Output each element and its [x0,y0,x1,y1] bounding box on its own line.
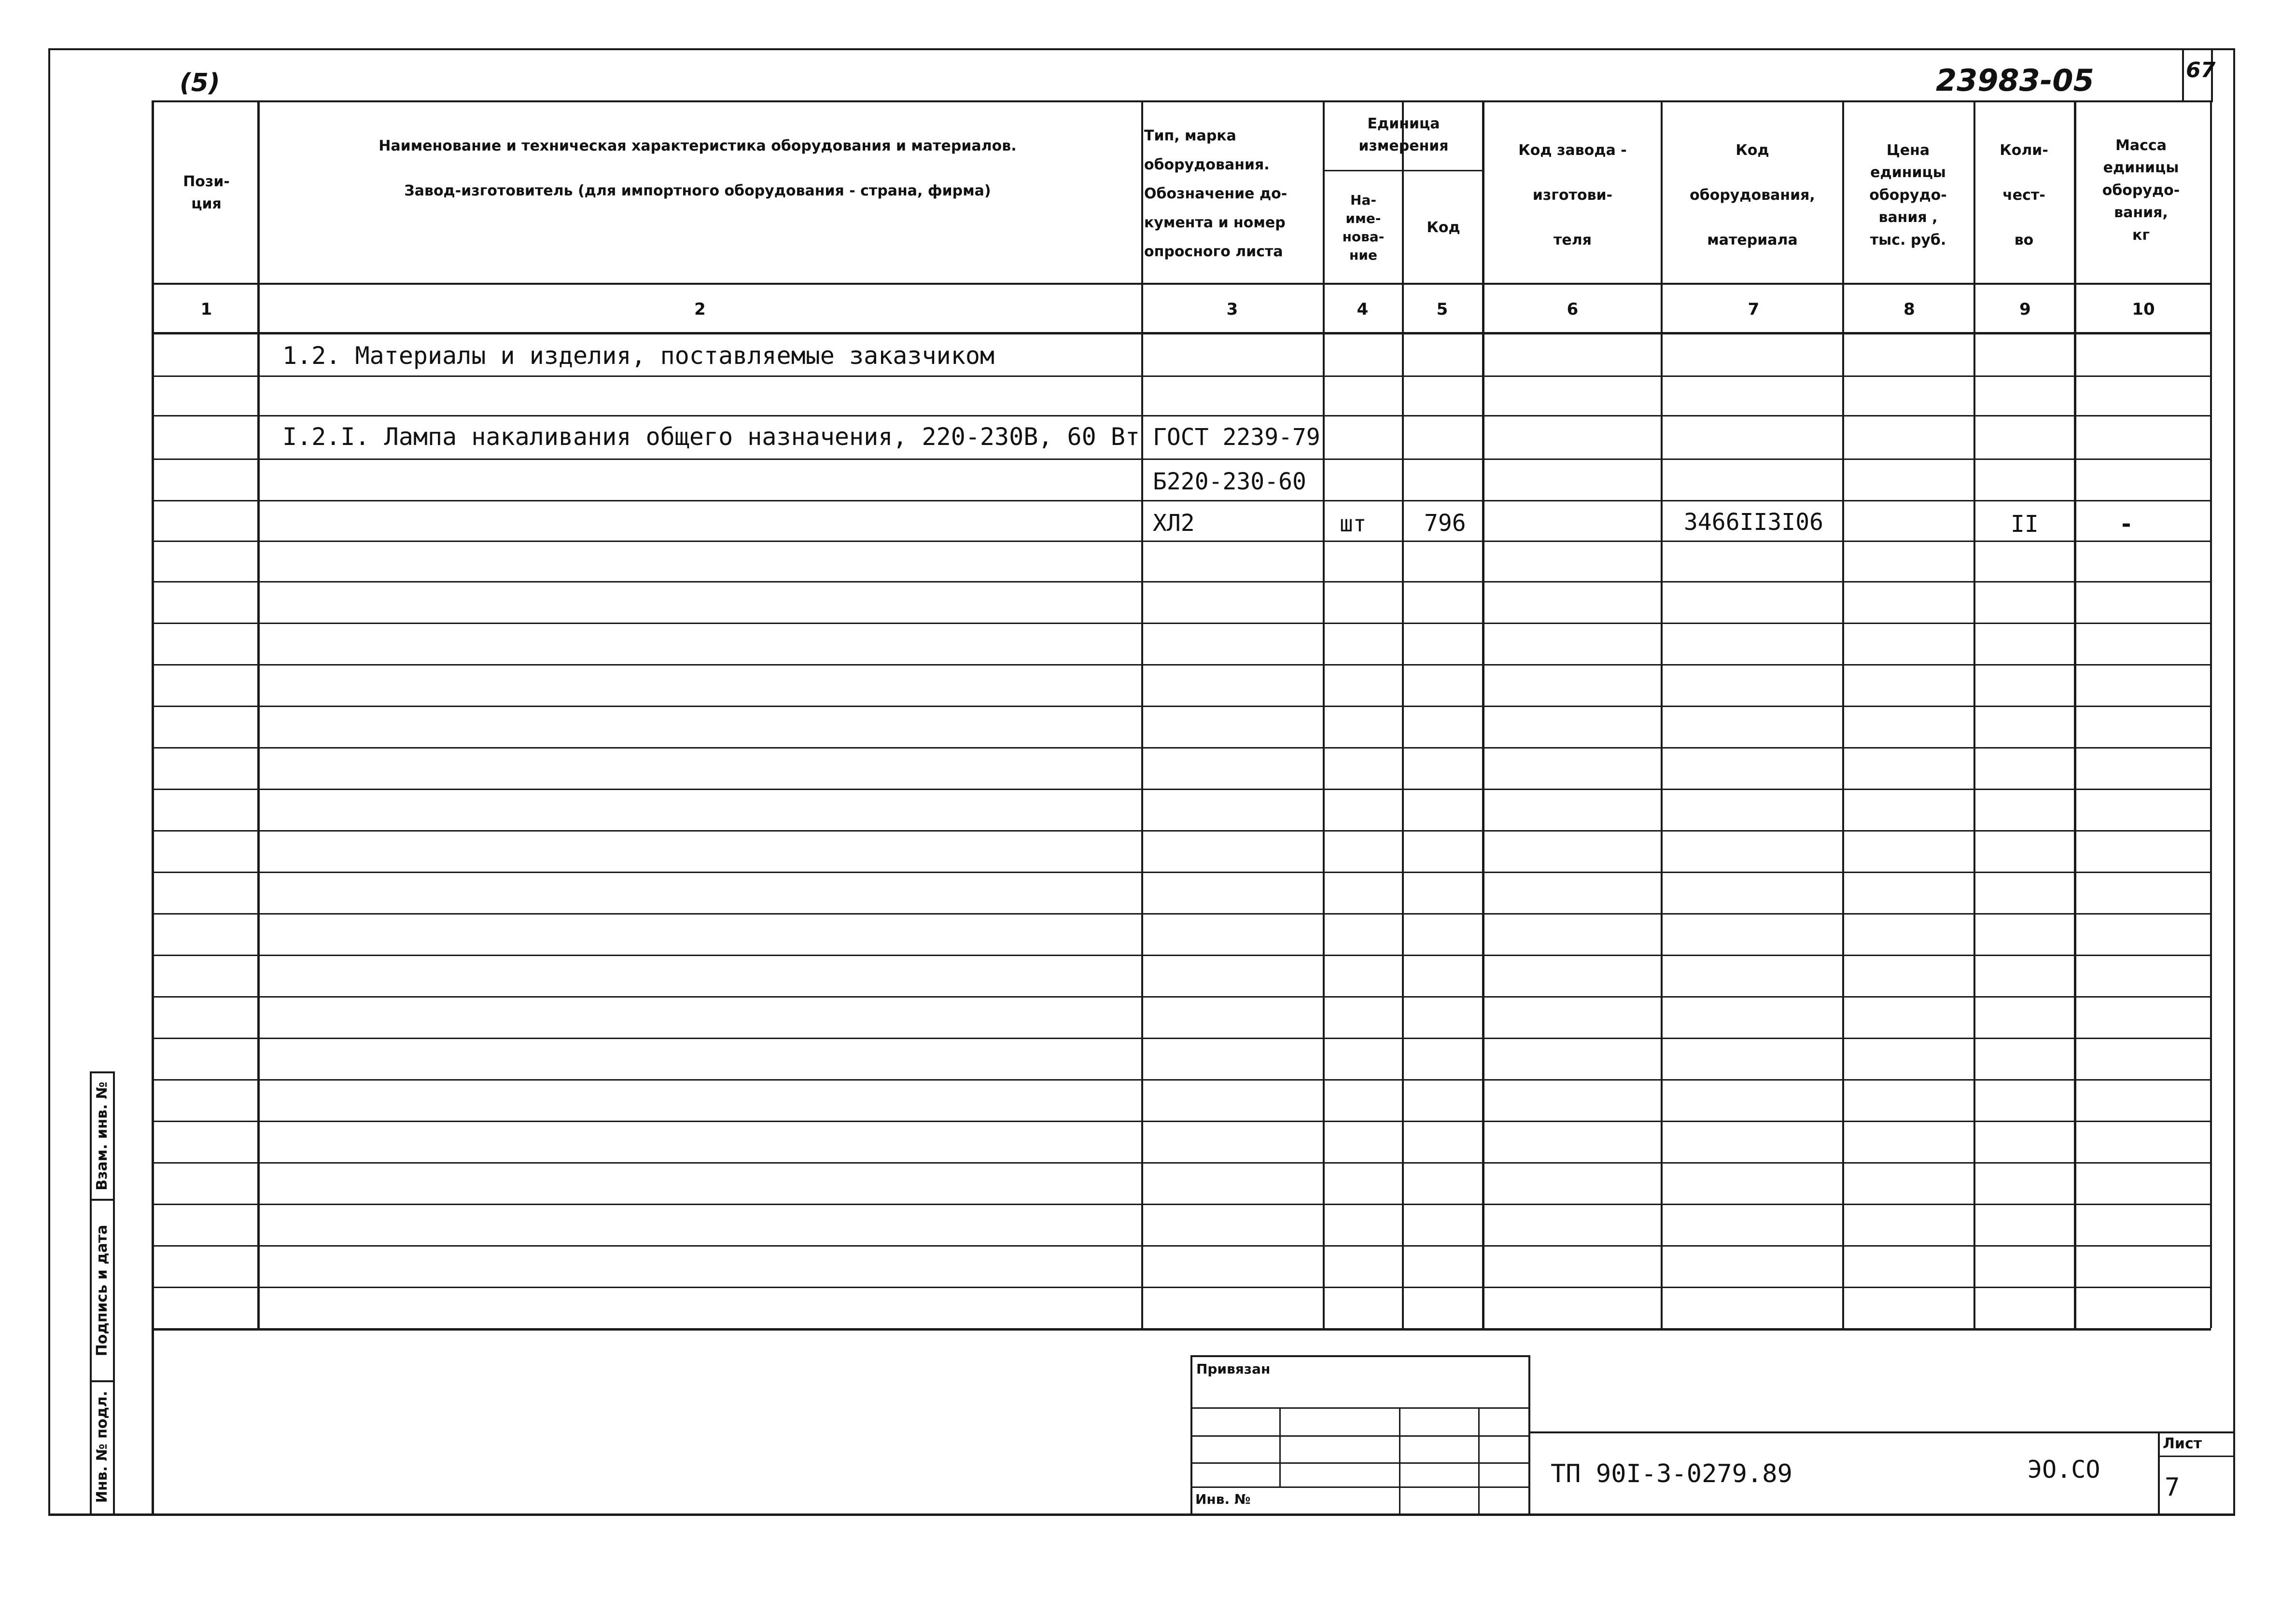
side-label-vzam: Взам. инв. № [94,1082,111,1191]
table-column-rule [1482,100,1484,1328]
table-column-rule [1323,100,1325,1328]
table-rule [154,664,2211,666]
item-type: ГОСТ 2239-79 [1153,424,1320,451]
table-rule [154,1121,2211,1122]
item-type: Б220-230-60 [1153,468,1306,495]
side-label-podpis: Подпись и дата [94,1224,111,1357]
column-number: 10 [2132,300,2155,319]
table-rule [154,996,2211,998]
table-rule [154,458,2211,460]
side-label-inv: Инв. № подл. [94,1390,111,1503]
table-column-rule [257,100,260,1328]
header-col-7: Код оборудования, материала [1690,141,1815,249]
document-code: ТП 90I-3-0279.89 [1551,1459,1792,1488]
header-unit-group: Единица измерения [1358,115,1449,154]
header-col-10: Масса единицы оборудо- вания, кг [2102,137,2180,244]
list-label: Лист [2163,1435,2202,1452]
item-name: I.2.I. Лампа накаливания общего назначения, 220-230В, 60 Вт [282,423,1140,451]
column-number: 3 [1226,300,1238,319]
table-rule [154,872,2211,873]
header-col-1: Пози- ция [183,173,230,212]
table-column-rule [2210,100,2212,1328]
table-rule [154,1328,2211,1331]
table-rule [154,747,2211,749]
table-rule [154,1162,2211,1164]
column-number: 4 [1357,300,1369,319]
item-type: ХЛ2 [1153,510,1195,537]
table-rule [154,500,2211,501]
table-column-rule [1141,100,1143,1328]
column-number: 1 [200,300,212,319]
sheet-index: (5) [180,69,220,97]
header-col-2: Наименование и техническая характеристика оборудования и материалов. Завод-изготовитель (для импортного оборудования - страна, фирма) [378,138,1017,200]
item-unit: шт [1340,511,1367,537]
table-rule [154,415,2211,416]
table-column-rule [1661,100,1663,1328]
table-column-rule [1402,100,1404,1328]
table-rule [154,100,2211,102]
column-number: 5 [1436,300,1448,319]
table-rule [154,830,2211,832]
header-col-8: Цена единицы оборудо- вания , тыс. руб. [1869,141,1947,249]
item-quantity: II [2011,511,2039,538]
table-column-rule [1973,100,1975,1328]
table-rule [154,375,2211,377]
table-column-rule [2074,100,2076,1328]
table-column-rule [1842,100,1844,1328]
item-material-code: 3466II3I06 [1684,509,1823,536]
header-col-9: Коли- чест- во [2000,141,2048,249]
list-number: 7 [2165,1473,2180,1502]
stamp-privyazan: Привязан [1196,1361,1271,1377]
column-number: 8 [1903,300,1915,319]
table-rule [154,283,2211,285]
table-column-rule [152,100,154,1513]
column-number: 6 [1567,300,1579,319]
table-rule [154,332,2211,334]
stamp-inv-no: Инв. № [1195,1491,1251,1507]
table-rule [154,1287,2211,1288]
column-number: 9 [2019,300,2031,319]
table-rule [154,1038,2211,1039]
table-rule [154,541,2211,542]
column-number: 2 [694,300,706,319]
column-number: 7 [1748,300,1760,319]
table-rule [154,955,2211,956]
table-rule [154,789,2211,790]
header-col-4: На- име- нова- ние [1342,192,1385,263]
header-col-6: Код завода - изготови- теля [1518,141,1627,249]
table-rule [154,913,2211,915]
header-col-3: Тип, марка оборудования. Обозначение до- кумента и номер опросного листа [1144,127,1287,260]
table-rule [154,1245,2211,1247]
item-name: 1.2. Материалы и изделия, поставляемые заказчиком [282,342,995,370]
table-rule [154,706,2211,707]
header-col-5: Код [1427,219,1460,236]
document-code-handwritten: 23983-05 [1936,63,2094,98]
item-mass: - [2119,511,2133,538]
section-code: ЭО.СО [2028,1456,2100,1484]
table-rule [154,623,2211,624]
page-number: 67 [2186,58,2216,83]
table-rule [154,1204,2211,1205]
item-unit-code: 796 [1424,510,1466,537]
table-rule [154,1079,2211,1081]
table-rule [154,581,2211,583]
